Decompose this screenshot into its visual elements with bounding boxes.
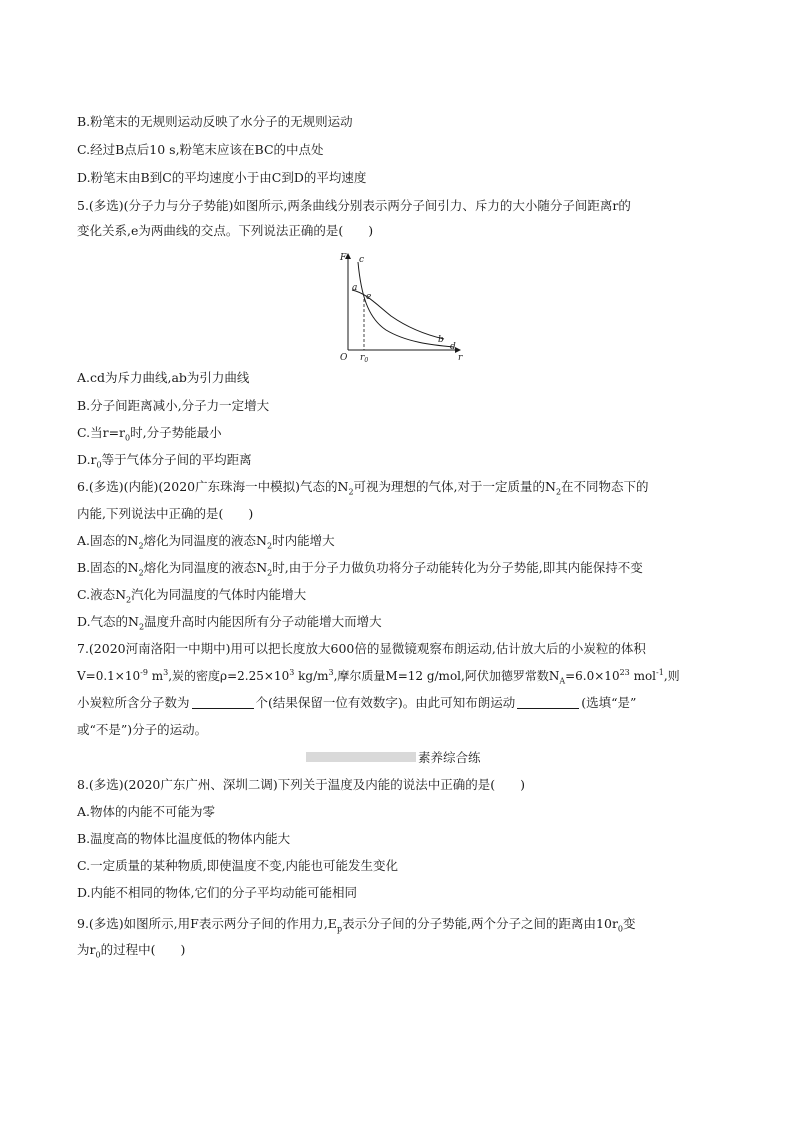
question-7-fill-in-cont: 或“不是”)分子的运动。 (77, 722, 208, 737)
question-6-option-c: C.液态$N_2$汽化为同温度的气体时内能增大 (77, 587, 307, 605)
point-c-label: c (359, 255, 365, 265)
option-d-prev: D.粉笔末由B到C的平均速度小于由C到D的平均速度 (77, 170, 367, 185)
force-distance-figure (336, 250, 466, 362)
question-9-stem-cont: 为$r_0$的过程中( ) (77, 942, 186, 960)
question-5-option-b: B.分子间距离减小,分子力一定增大 (77, 398, 270, 413)
r0-label: $r_0$ (360, 353, 369, 362)
question-6-option-a: A.固态的$N_2$熔化为同温度的液态$N_2$时内能增大 (77, 533, 335, 551)
question-5-option-d: $D.r_0$等于气体分子间的平均距离 (77, 452, 252, 470)
question-8-option-d: D.内能不相同的物体,它们的分子平均动能可能相同 (77, 885, 358, 900)
question-5-stem-cont: 变化关系,e为两曲线的交点。下列说法正确的是( ) (77, 223, 374, 238)
question-6-option-b: B.固态的$N_2$熔化为同温度的液态$N_2$时,由于分子力做负功将分子动能转化为分子势能,即其内能保持不变 (77, 560, 643, 578)
question-6-option-d: D.气态的$N_2$温度升高时内能因所有分子动能增大而增大 (77, 614, 382, 632)
answer-blank-count[interactable] (192, 696, 254, 709)
question-8-option-a: A.物体的内能不可能为零 (77, 804, 216, 819)
point-b-label: b (438, 335, 444, 345)
question-8-option-b: B.温度高的物体比温度低的物体内能大 (77, 831, 291, 846)
option-c-prev: C.经过B点后10 s,粉笔末应该在BC的中点处 (77, 142, 324, 157)
point-d-label: d (450, 342, 456, 352)
question-6-stem: 6.(多选)(内能)(2020广东珠海一中模拟)气态的$N_2$可视为理想的气体,对于一定质量的$N_2$在不同物态下的 (77, 479, 649, 497)
answer-blank-choice[interactable] (517, 696, 579, 709)
section-divider-bar (306, 752, 416, 762)
question-6-stem-cont: 内能,下列说法中正确的是( ) (77, 506, 254, 521)
question-7-stem: 7.(2020河南洛阳一中期中)用可以把长度放大600倍的显微镜观察布朗运动,估计放大后的小炭粒的体积 (77, 641, 646, 656)
question-5-option-a: A.cd为斥力曲线,ab为引力曲线 (77, 370, 250, 385)
option-b-prev: B.粉笔末的无规则运动反映了水分子的无规则运动 (77, 114, 353, 129)
question-9-stem: 9.(多选)如图所示,用F表示两分子间的作用力$,E_p$表示分子间的分子势能,两个分子之间的距离由$10r_0$变 (77, 916, 636, 934)
section-title: 素养综合练 (418, 750, 481, 765)
question-8-stem: 8.(多选)(2020广东广州、深圳二调)下列关于温度及内能的说法中正确的是( ) (77, 777, 525, 792)
point-e-label: e (366, 292, 372, 302)
question-5-option-c: C.当$r=r_0$时,分子势能最小 (77, 425, 222, 443)
question-5-stem: 5.(多选)(分子力与分子势能)如图所示,两条曲线分别表示两分子间引力、斥力的大小随分子间距离r的 (77, 198, 631, 213)
question-8-option-c: C.一定质量的某种物质,即使温度不变,内能也可能发生变化 (77, 858, 399, 873)
origin-label: O (340, 353, 348, 362)
force-curves-diagram (336, 250, 466, 362)
x-axis-label: r (458, 353, 463, 362)
question-7-fill-in: 小炭粒所含分子数为 个(结果保留一位有效数字)。由此可知布朗运动 (选填“是” (77, 695, 637, 710)
y-axis-label: F (340, 253, 347, 263)
point-a-label: a (352, 283, 358, 293)
question-7-stem-values: $V=0.1\times 10^{-9}$ $m^3$,炭的密度$\rho=2.25\times 10^3$ $kg/m^3$,摩尔质量M=12 g/mol,阿伏加德罗常数$N_A=6.0\times 10^{23}$ mol$^{-1}$,则 (77, 668, 680, 686)
